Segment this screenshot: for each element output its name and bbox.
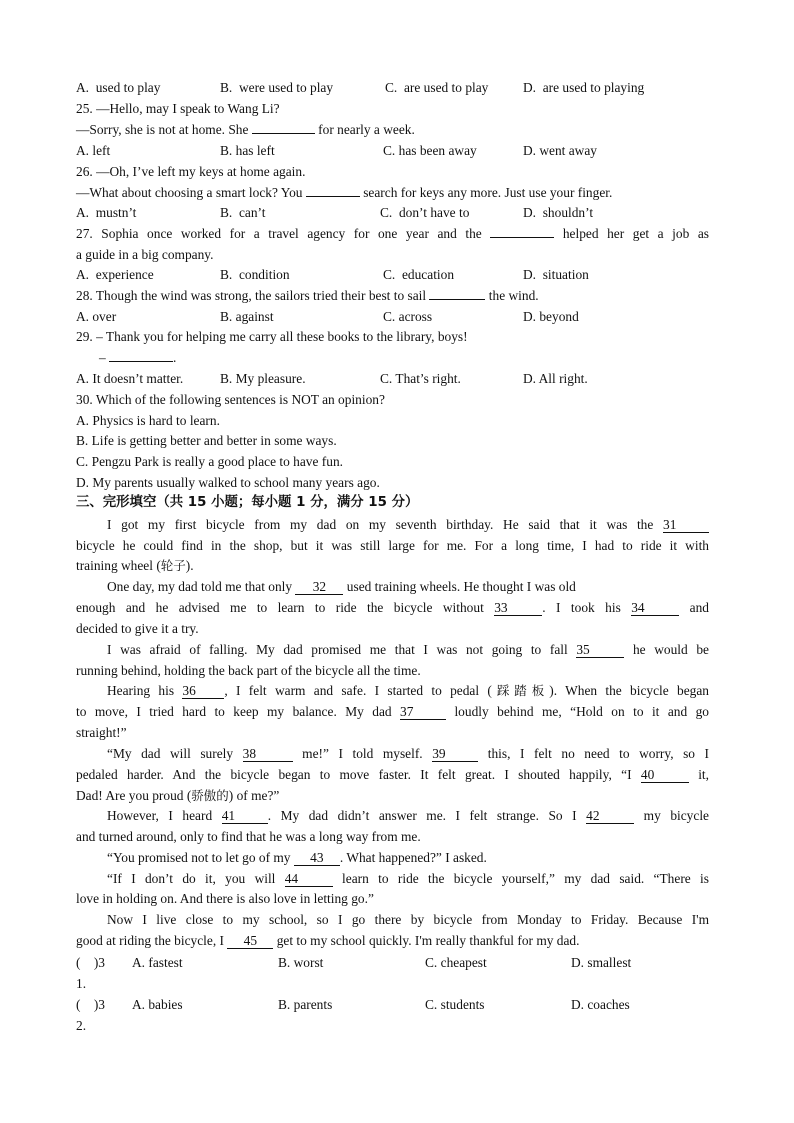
blank-42[interactable]: 42	[586, 809, 634, 824]
passage-line: straight!”	[76, 725, 127, 740]
passage-line: Dad! Are you proud (骄傲的) of me?”	[76, 788, 280, 803]
q31-answer-paren[interactable]: ( )3	[76, 955, 106, 970]
q24-option-a: A. used to play	[76, 80, 161, 95]
q25-blank[interactable]	[252, 133, 315, 134]
q27-question-cont: a guide in a big company.	[76, 247, 214, 262]
passage-line: to move, I tried hard to keep my balance. My dad 37 loudly behind me, “Hold on to it and go	[76, 704, 709, 719]
q26-option-a: A. mustn’t	[76, 205, 137, 220]
q30-option-d: D. My parents usually walked to school many years ago.	[76, 475, 380, 490]
q30-option-b: B. Life is getting better and better in some ways.	[76, 433, 337, 448]
q32-option-a: A. babies	[132, 997, 183, 1012]
q29-option-d: D. All right.	[523, 371, 588, 386]
blank-45[interactable]: 45	[227, 934, 273, 949]
q25-option-b: B. has left	[220, 143, 275, 158]
blank-43[interactable]: 43	[294, 851, 340, 866]
q27-option-c: C. education	[383, 267, 455, 282]
q26-question: 26. —Oh, I’ve left my keys at home again.	[76, 164, 306, 179]
q30-question: 30. Which of the following sentences is NOT an opinion?	[76, 392, 385, 407]
q29-option-b: B. My pleasure.	[220, 371, 306, 386]
blank-37[interactable]: 37	[400, 705, 446, 720]
q29-option-c: C. That’s right.	[380, 371, 461, 386]
q29-option-a: A. It doesn’t matter.	[76, 371, 184, 386]
q31-option-a: A. fastest	[132, 955, 183, 970]
passage-line: However, I heard 41 . My dad didn’t answer me. I felt strange. So I 42 my bicycle	[107, 808, 709, 823]
q25-option-d: D. went away	[523, 143, 597, 158]
blank-39[interactable]: 39	[432, 747, 478, 762]
q26-option-d: D. shouldn’t	[523, 205, 594, 220]
passage-line: pedaled harder. And the bicycle began to move faster. It felt great. I shouted happily, “I 40 it,	[76, 767, 709, 782]
q29-blank[interactable]	[109, 361, 173, 362]
passage-line: “You promised not to let go of my 43 . What happened?” I asked.	[107, 850, 487, 865]
passage-line: One day, my dad told me that only 32 used training wheels. He thought I was old	[107, 579, 576, 594]
passage-line: running behind, holding the back part of the bicycle all the time.	[76, 663, 421, 678]
q29-question: 29. – Thank you for helping me carry all these books to the library, boys!	[76, 329, 468, 344]
blank-32[interactable]: 32	[295, 580, 343, 595]
q28-option-d: D. beyond	[523, 309, 579, 324]
q29-answer-line: – .	[99, 350, 177, 365]
q28-blank[interactable]	[429, 299, 485, 300]
q31-option-c: C. cheapest	[425, 955, 487, 970]
passage-line: I was afraid of falling. My dad promised me that I was not going to fall 35 he would be	[107, 642, 709, 657]
q25-option-a: A. left	[76, 143, 111, 158]
q32-option-c: C. students	[425, 997, 485, 1012]
passage-line: good at riding the bicycle, I 45 get to my school quickly. I'm really thankful for my dad.	[76, 933, 580, 948]
q27-option-d: D. situation	[523, 267, 589, 282]
passage-line: bicycle he could find in the shop, but it was still large for me. For a long time, I had to ride it with	[76, 538, 709, 553]
passage-line: and turned around, only to find that he was a long way from me.	[76, 829, 421, 844]
passage-line: Now I live close to my school, so I go there by bicycle from Monday to Friday. Because I'm	[107, 912, 709, 927]
passage-line: “If I don’t do it, you will 44 learn to ride the bicycle yourself,” my dad said. “There is	[107, 871, 709, 886]
q28-option-c: C. across	[383, 309, 433, 324]
passage-line: enough and he advised me to learn to ride the bicycle without 33 . I took his 34 and	[76, 600, 709, 615]
q27-blank[interactable]	[490, 237, 554, 238]
passage-line: decided to give it a try.	[76, 621, 199, 636]
q31-option-d: D. smallest	[571, 955, 632, 970]
passage-line: love in holding on. And there is also love in letting go.”	[76, 891, 374, 906]
q26-option-c: C. don’t have to	[380, 205, 470, 220]
q27-option-a: A. experience	[76, 267, 154, 282]
q32-option-b: B. parents	[278, 997, 333, 1012]
q27-option-b: B. condition	[220, 267, 290, 282]
q30-option-a: A. Physics is hard to learn.	[76, 413, 220, 428]
q26-option-b: B. can’t	[220, 205, 266, 220]
q27-question: 27. Sophia once worked for a travel agency for one year and the helped her get a job as	[76, 226, 709, 241]
blank-34[interactable]: 34	[631, 601, 679, 616]
blank-31[interactable]: 31	[663, 518, 709, 533]
q24-option-b: B. were used to play	[220, 80, 334, 95]
blank-36[interactable]: 36	[182, 684, 224, 699]
q28-question: 28. Though the wind was strong, the sailors tried their best to sail the wind.	[76, 288, 539, 303]
q26-answer-line: —What about choosing a smart lock? You search for keys any more. Just use your finger.	[76, 185, 613, 200]
blank-40[interactable]: 40	[641, 768, 689, 783]
q25-answer-line: —Sorry, she is not at home. She for nearly a week.	[76, 122, 415, 137]
q31-option-b: B. worst	[278, 955, 324, 970]
q25-option-c: C. has been away	[383, 143, 477, 158]
q28-option-a: A. over	[76, 309, 117, 324]
q28-option-b: B. against	[220, 309, 274, 324]
q32-answer-paren[interactable]: ( )3	[76, 997, 106, 1012]
q24-option-d: D. are used to playing	[523, 80, 645, 95]
blank-35[interactable]: 35	[576, 643, 624, 658]
q26-blank[interactable]	[306, 196, 360, 197]
q31-number: 1.	[76, 976, 87, 991]
q25-question: 25. —Hello, may I speak to Wang Li?	[76, 101, 280, 116]
section-heading: 三、完形填空（共 15 小题；每小题 1 分，满分 15 分）	[76, 495, 419, 510]
passage-line: “My dad will surely 38 me!” I told myself. 39 this, I felt no need to worry, so I	[107, 746, 710, 761]
passage-line: training wheel (轮子).	[76, 558, 194, 573]
blank-38[interactable]: 38	[243, 747, 293, 762]
passage-line: I got my first bicycle from my dad on my seventh birthday. He said that it was the 31	[107, 517, 709, 533]
passage-line: Hearing his 36 , I felt warm and safe. I started to pedal (踩踏板). When the bicycle began	[107, 683, 709, 698]
q24-option-c: C. are used to play	[385, 80, 489, 95]
blank-44[interactable]: 44	[285, 872, 333, 887]
blank-41[interactable]: 41	[222, 809, 268, 824]
q32-option-d: D. coaches	[571, 997, 630, 1012]
q32-number: 2.	[76, 1018, 87, 1033]
q30-option-c: C. Pengzu Park is really a good place to have fun.	[76, 454, 343, 469]
blank-33[interactable]: 33	[494, 601, 542, 616]
